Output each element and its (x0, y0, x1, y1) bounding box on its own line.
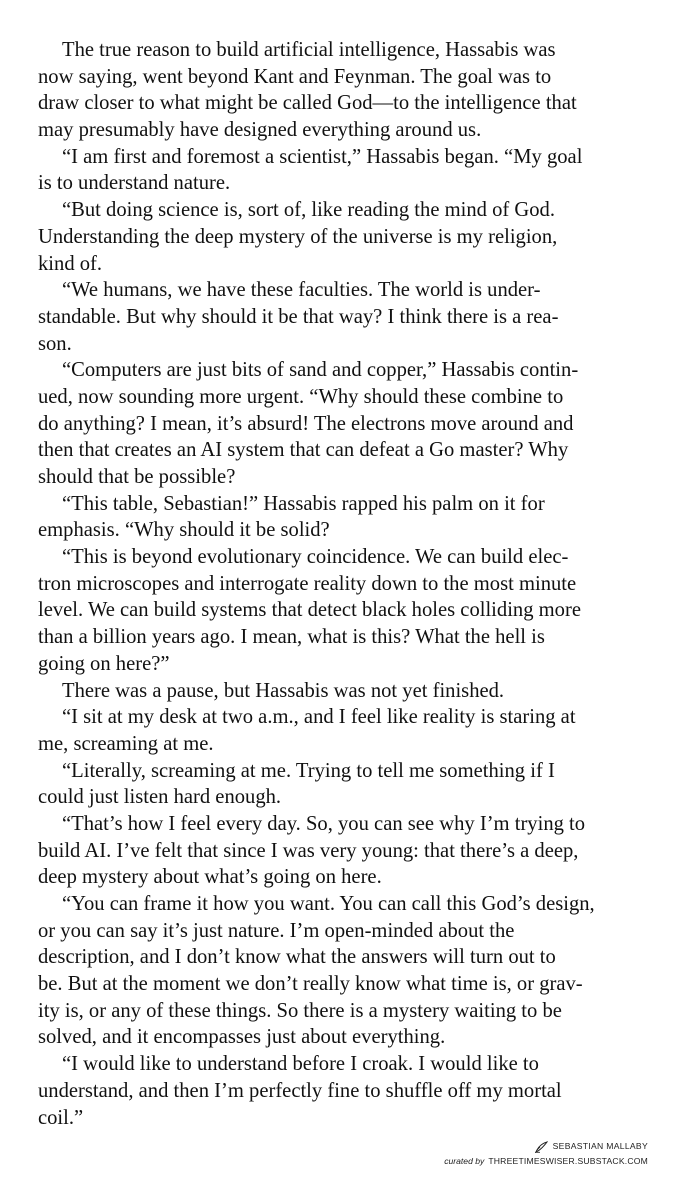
text-line: “I am first and foremost a scientist,” Hassabis began. “My goal (62, 145, 583, 168)
text-line: “You can frame it how you want. You can call this God’s design, (62, 893, 595, 915)
text-line: do anything? I mean, it’s absurd! The electrons move around and (38, 412, 574, 435)
text-line: could just listen hard enough. (38, 786, 282, 809)
attribution-footer (444, 1139, 648, 1169)
text-line: Understanding the deep mystery of the universe is my religion, (38, 225, 558, 248)
text-line: son. (38, 332, 72, 355)
text-line: ity is, or any of these things. So there is a mystery waiting to be (38, 999, 562, 1022)
text-line: understand, and then I’m perfectly fine to shuffle off my mortal (38, 1079, 562, 1102)
text-line: “Computers are just bits of sand and copper,” Hassabis contin- (62, 359, 579, 382)
text-line: “This is beyond evolutionary coincidence. We can build elec- (62, 546, 569, 569)
text-line: ued, now sounding more urgent. “Why should these combine to (38, 385, 564, 408)
text-line: then that creates an AI system that can defeat a Go master? Why (38, 439, 569, 462)
article-text (38, 37, 646, 1131)
text-line: The true reason to build artificial intelligence, Hassabis was (62, 39, 556, 61)
text-line: draw closer to what might be called God—to the intelligence that (38, 92, 577, 115)
text-line: “I sit at my desk at two a.m., and I feel like reality is staring at (62, 706, 576, 729)
text-line: or you can say it’s just nature. I’m open-minded about the (38, 919, 515, 942)
author-name: SEBASTIAN MALLABY (552, 1141, 648, 1151)
text-line: may presumably have designed everything around us. (38, 119, 482, 142)
text-line: “But doing science is, sort of, like reading the mind of God. (62, 199, 556, 222)
text-line: build AI. I’ve felt that since I was very young: that there’s a deep, (38, 839, 579, 862)
text-line: tron microscopes and interrogate reality down to the most minute (38, 572, 577, 595)
text-line: “I would like to understand before I croak. I would like to (62, 1053, 539, 1076)
curated-label: curated by (444, 1156, 485, 1166)
text-line: deep mystery about what’s going on here. (38, 866, 382, 889)
text-line: emphasis. “Why should it be solid? (38, 519, 330, 542)
text-line: standable. But why should it be that way? I think there is a rea- (38, 305, 559, 328)
text-line: coil.” (38, 1106, 84, 1129)
curated-row (444, 1154, 648, 1169)
text-line: “That’s how I feel every day. So, you can see why I’m trying to (62, 812, 586, 835)
author-row (444, 1139, 648, 1154)
text-line: “Literally, screaming at me. Trying to tell me something if I (62, 759, 555, 782)
text-line: solved, and it encompasses just about everything. (38, 1026, 446, 1049)
text-line: “We humans, we have these faculties. The world is under- (62, 279, 541, 302)
text-line: going on here?” (38, 652, 170, 675)
curated-source: THREETIMESWISER.SUBSTACK.COM (488, 1156, 648, 1166)
text-line: should that be possible? (38, 466, 236, 488)
text-line: now saying, went beyond Kant and Feynman. The goal was to (38, 65, 552, 88)
text-line: There was a pause, but Hassabis was not yet finished. (62, 679, 505, 702)
text-line: description, and I don’t know what the answers will turn out to (38, 946, 556, 969)
text-line: than a billion years ago. I mean, what is this? What the hell is (38, 626, 545, 649)
text-line: is to understand nature. (38, 172, 231, 195)
text-line: be. But at the moment we don’t really know what time is, or grav- (38, 973, 583, 996)
text-line: “This table, Sebastian!” Hassabis rapped his palm on it for (62, 492, 545, 515)
text-line: kind of. (38, 252, 103, 275)
text-line: me, screaming at me. (38, 732, 214, 755)
quill-pen-icon (534, 1141, 548, 1153)
text-line: level. We can build systems that detect black holes colliding more (38, 599, 581, 622)
